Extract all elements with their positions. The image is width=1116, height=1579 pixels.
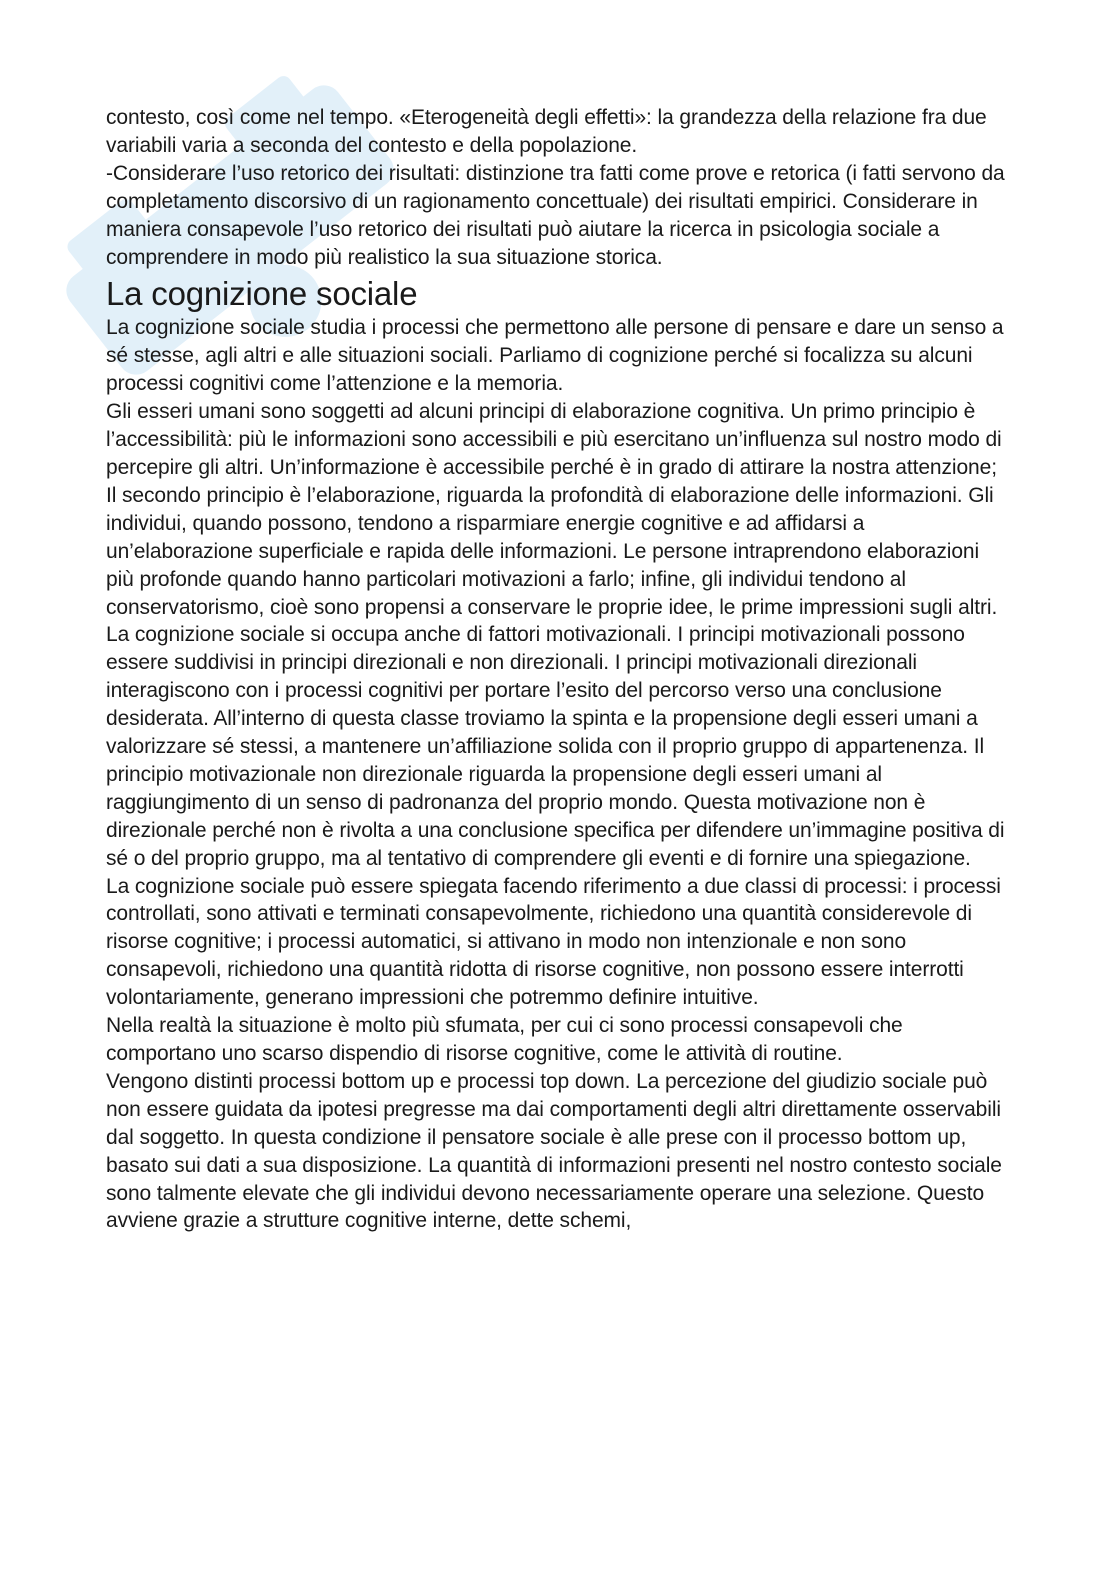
paragraph: Vengono distinti processi bottom up e processi top down. La percezione del giudizio sociale può non essere guidata da ipotesi pregresse ma dai comportamenti degli altri direttamente osservabili dal soggetto. In questa condizione il pensatore sociale è alle prese con il processo bottom up, basato sui dati a sua disposizione. La quantità di informazioni presenti nel nostro contesto sociale sono talmente elevate che gli individui devono necessariamente operare una selezione. Questo avviene grazie a strutture cognitive interne, dette schemi,: [106, 1069, 1002, 1233]
paragraph: La cognizione sociale può essere spiegata facendo riferimento a due classi di processi: i processi controllati, sono attivati e terminati consapevolmente, richiedono una quantità considerevole di risorse cognitive; i processi automatici, si attivano in modo non intenzionale e non sono consapevoli, richiedono una quantità ridotta di risorse cognitive, non possono essere interrotti volontariamente, generano impressioni che potremmo definire intuitive.: [106, 874, 1001, 1010]
paragraph: Nella realtà la situazione è molto più sfumata, per cui ci sono processi consapevoli che comportano uno scarso dispendio di risorse cognitive, come le attività di routine.: [106, 1014, 903, 1065]
paragraph: Gli esseri umani sono soggetti ad alcuni principi di elaborazione cognitiva. Un primo principio è l’accessibilità: più le informazioni sono accessibili e più esercitano un’influenza sul nostro modo di percepire gli altri. Un’informazione è accessibile perché è in grado di attirare la nostra attenzione; Il secondo principio è l’elaborazione, riguarda la profondità di elaborazione delle informazioni. Gli individui, quando possono, tendono a risparmiare energie cognitive e ad affidarsi a un’elaborazione superficiale e rapida delle informazioni. Le persone intraprendono elaborazioni più profonde quando hanno particolari motivazioni a farlo; infine, gli individui tendono al conservatorismo, cioè sono propensi a conservare le proprie idee, le prime impressioni sugli altri.: [106, 400, 1002, 619]
paragraph: contesto, così come nel tempo. «Eterogeneità degli effetti»: la grandezza della relazione fra due variabili varia a seconda del contesto e della popolazione.: [106, 106, 987, 157]
paragraph: La cognizione sociale si occupa anche di fattori motivazionali. I principi motivazionali possono essere suddivisi in principi direzionali e non direzionali. I principi motivazionali direzionali interagiscono con i processi cognitivi per portare l’esito del percorso verso una conclusione desiderata. All’interno di questa classe troviamo la spinta e la propensione degli esseri umani a valorizzare sé stessi, a mantenere un’affiliazione solida con il proprio gruppo di appartenenza. Il principio motivazionale non direzionale riguarda la propensione degli esseri umani al raggiungimento di un senso di padronanza del proprio mondo. Questa motivazione non è direzionale perché non è rivolta a una conclusione specifica per difendere un’immagine positiva di sé o del proprio gruppo, ma al tentativo di comprendere gli eventi e di fornire una spiegazione.: [106, 623, 1005, 870]
document-page: [106, 104, 1006, 1235]
section-heading: La cognizione sociale: [106, 275, 418, 313]
paragraph: La cognizione sociale studia i processi che permettono alle persone di pensare e dare un senso a sé stesse, agli altri e alle situazioni sociali. Parliamo di cognizione perché si focalizza su alcuni processi cognitivi come l’attenzione e la memoria.: [106, 316, 1004, 396]
paragraph: -Considerare l’uso retorico dei risultati: distinzione tra fatti come prove e retorica (i fatti servono da completamento discorsivo di un ragionamento concettuale) dei risultati empirici. Considerare in maniera consapevole l’uso retorico dei risultati può aiutare la ricerca in psicologia sociale a comprendere in modo più realistico la sua situazione storica.: [106, 161, 1005, 269]
